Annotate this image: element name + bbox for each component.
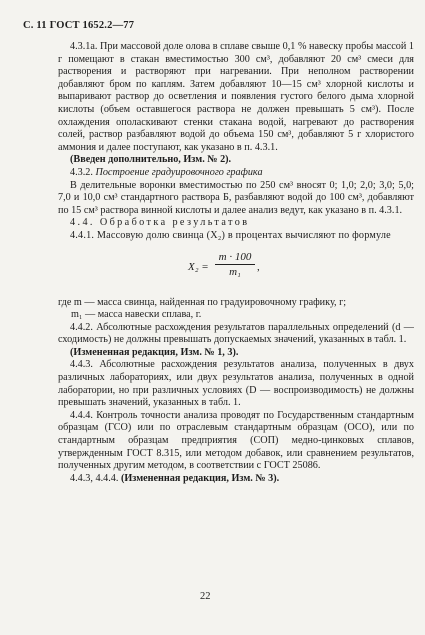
amendment-note-3-text: (Измененная редакция, Изм. № 3).	[120, 472, 280, 484]
page-number: 22	[200, 591, 211, 602]
paragraph-4-4-3: 4.4.3. Абсолютные расхождения результатов анализа, полученных в двух различных лабораториях, или двух результатов анализа, полученных в одной лаборатории, но при различных условиях (D — воспроизводимость) не должны превышать значений, указанных в табл. 1.	[58, 359, 414, 409]
paragraph-4-3-1a: 4.3.1а. При массовой доле олова в сплаве свыше 0,1 % навеску пробы массой 1 г помещают в стакан вместимостью 300 см³, добавляют 20 см³ смеси для растворения и растворяют при нагревании. При неполном растворении добавляют бром по каплям. Затем добавляют 10—15 см³ хлорной кислоты и выпаривают раствор до осветления и появления густого белого дыма хлорной кислоты (объем оставшегося раствора не должен превышать 5 см³). После охлаждения ополаскивают стенки стакана водой, нагревают до растворения солей, раствор разбавляют водой до объема 150 см³, добавляют 5 г хлористого аммония и далее поступают, как указано в п. 4.3.1.	[58, 41, 414, 153]
formula-numerator: m · 100	[215, 251, 255, 266]
amendment-note-2: (Измененная редакция, Изм. № 1, 3).	[70, 346, 239, 358]
paragraph-4-3-2-text: В делительные воронки вместимостью по 250 см³ вносят 0; 1,0; 2,0; 3,0; 5,0; 7,0 и 10,0 см³ стандартного раствора Б, разбавляют водой до 100 см³, добавляют по 15 см³ раствора винной кислоты и далее анализ ведут, как указано в п. 4.3.1.	[58, 179, 414, 216]
amendment-note-3-prefix: 4.4.3, 4.4.4.	[70, 472, 119, 484]
paragraph-4-3-2	[58, 167, 414, 180]
amendment-note-3	[58, 473, 414, 486]
formula-lhs: X₂ =	[188, 260, 209, 273]
paragraph-4-4-4: 4.4.4. Контроль точности анализа проводят по Государственным стандартным образцам (ГСО) или по отраслевым стандартным образцам (ОСО), или по стандартным образцам предприятия (СОП) медно-цинковых сплавов, утвержденным ГОСТ 8.315, или методом добавок, или сравнением результатов, полученных другим методом, в соответствии с ГОСТ 25086.	[58, 409, 414, 472]
section-title: Построение градуировочного графика	[95, 166, 263, 178]
definition-m: где m — масса свинца, найденная по градуировочному графику, г;	[58, 296, 347, 308]
section-number: 4.3.2.	[70, 166, 93, 178]
definition-m1: m₁ — масса навески сплава, г.	[71, 309, 202, 321]
formula-comma: ,	[257, 260, 260, 273]
amendment-note-1: (Введен дополнительно, Изм. № 2).	[70, 154, 232, 166]
formula	[58, 247, 414, 289]
paragraph-4-4-2: 4.4.2. Абсолютные расхождения результатов параллельных определений (d — сходимость) не должны превышать допускаемых значений, указанных в табл. 1.	[58, 321, 414, 346]
paragraph-4-4-1: 4.4.1. Массовую долю свинца (X₂) в процентах вычисляют по формуле	[70, 229, 391, 241]
section-heading-4-4: 4.4. Обработка результатов	[70, 217, 250, 229]
formula-denominator: m₁	[229, 266, 241, 279]
formula-fraction	[215, 251, 255, 279]
document-body	[58, 41, 414, 485]
page-header: С. 11 ГОСТ 1652.2—77	[23, 20, 135, 31]
